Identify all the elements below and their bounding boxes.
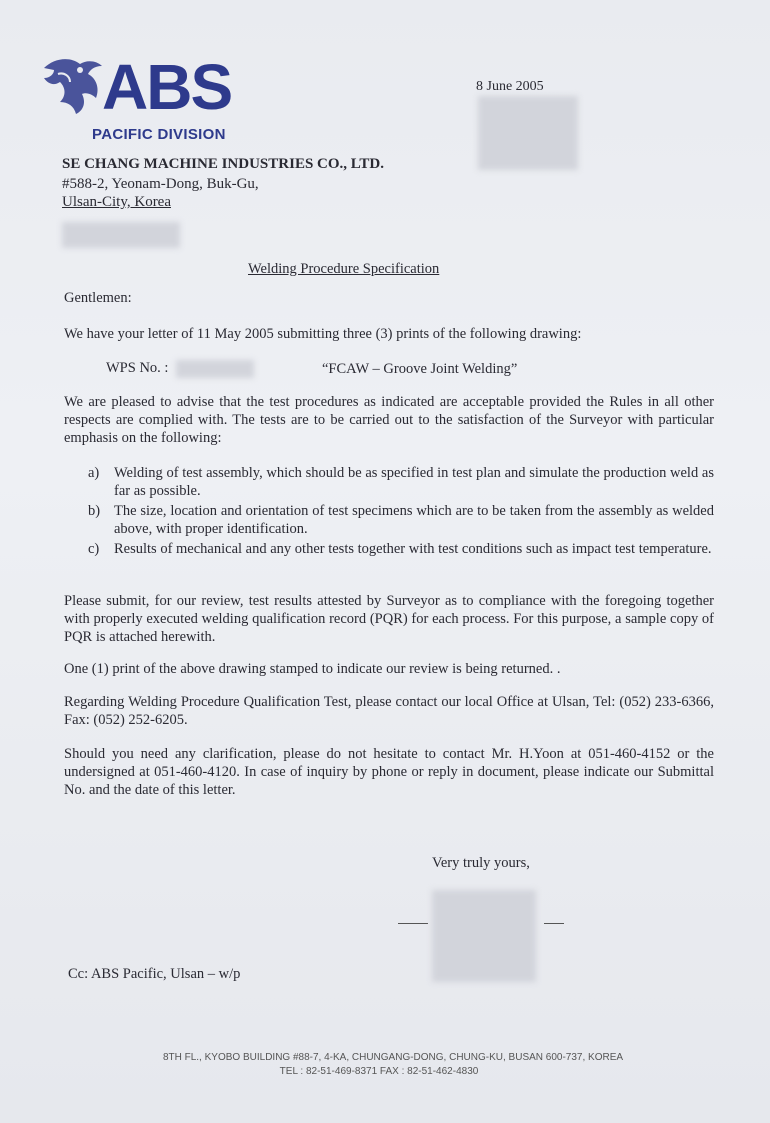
redacted-reference xyxy=(478,96,578,170)
eagle-icon xyxy=(40,54,110,116)
footer-address: 8TH FL., KYOBO BUILDING #88-7, 4-KA, CHUNGANG-DONG, CHUNG-KU, BUSAN 600-737, KOREA xyxy=(162,1052,624,1063)
recipient-address-line1: #588-2, Yeonam-Dong, Buk-Gu, xyxy=(62,176,259,192)
signature-line-right xyxy=(544,923,564,924)
list-text: Welding of test assembly, which should be as specified in test plan and simulate the production weld as far as possible. xyxy=(114,465,714,499)
division-name: PACIFIC DIVISION xyxy=(92,126,226,143)
wps-label: WPS No. : xyxy=(106,360,169,376)
list-marker: c) xyxy=(88,541,100,557)
paragraph-acceptance: We are pleased to advise that the test procedures as indicated are acceptable provided the Rules in all other respects are complied with. The tests are to be carried out to the satisfaction of the Surveyor with particular emphasis on the following: xyxy=(64,394,714,446)
list-text: The size, location and orientation of test specimens which are to be taken from the assembly as welded above, with proper identification. xyxy=(114,503,714,537)
list-item xyxy=(88,502,714,538)
subject-title: Welding Procedure Specification xyxy=(248,261,440,277)
list-text: Results of mechanical and any other tests together with test conditions such as impact test temperature. xyxy=(114,541,712,557)
wps-title: “FCAW – Groove Joint Welding” xyxy=(322,361,518,377)
list-item xyxy=(88,540,714,558)
intro-paragraph: We have your letter of 11 May 2005 submitting three (3) prints of the following drawing: xyxy=(64,326,582,342)
redacted-attention xyxy=(62,222,180,248)
recipient-address-line2: Ulsan-City, Korea xyxy=(62,194,171,210)
list-marker: b) xyxy=(88,503,101,519)
logo-text: ABS xyxy=(102,51,232,123)
list-item xyxy=(88,464,714,500)
redacted-wps-number xyxy=(176,360,254,378)
redacted-signature xyxy=(432,890,536,982)
paragraph-print-returned: One (1) print of the above drawing stamped to indicate our review is being returned. . xyxy=(64,661,561,677)
signature-line-left xyxy=(398,923,428,924)
paragraph-clarification: Should you need any clarification, please do not hesitate to contact Mr. H.Yoon at 051-460-4152 or the undersigned at 051-460-4120. In case of inquiry by phone or reply in document, please indicate our Submittal No. and the date of this letter. xyxy=(64,746,714,798)
abs-logo xyxy=(40,52,270,147)
salutation: Gentlemen: xyxy=(64,290,132,306)
recipient-company: SE CHANG MACHINE INDUSTRIES CO., LTD. xyxy=(62,156,385,172)
letter-date: 8 June 2005 xyxy=(476,79,544,94)
closing: Very truly yours, xyxy=(432,855,530,871)
cc-line: Cc: ABS Pacific, Ulsan – w/p xyxy=(68,966,241,982)
paragraph-submit: Please submit, for our review, test results attested by Surveyor as to compliance with the foregoing together with properly executed welding qualification record (PQR) for each process. For this purpose, a sample copy of PQR is attached herewith. xyxy=(64,593,714,645)
paragraph-contact-office: Regarding Welding Procedure Qualification Test, please contact our local Office at Ulsan, Tel: (052) 233-6366, Fax: (052) 252-6205. xyxy=(64,694,714,728)
list-marker: a) xyxy=(88,465,100,481)
footer-contact: TEL : 82-51-469-8371 FAX : 82-51-462-4830 xyxy=(279,1066,479,1077)
